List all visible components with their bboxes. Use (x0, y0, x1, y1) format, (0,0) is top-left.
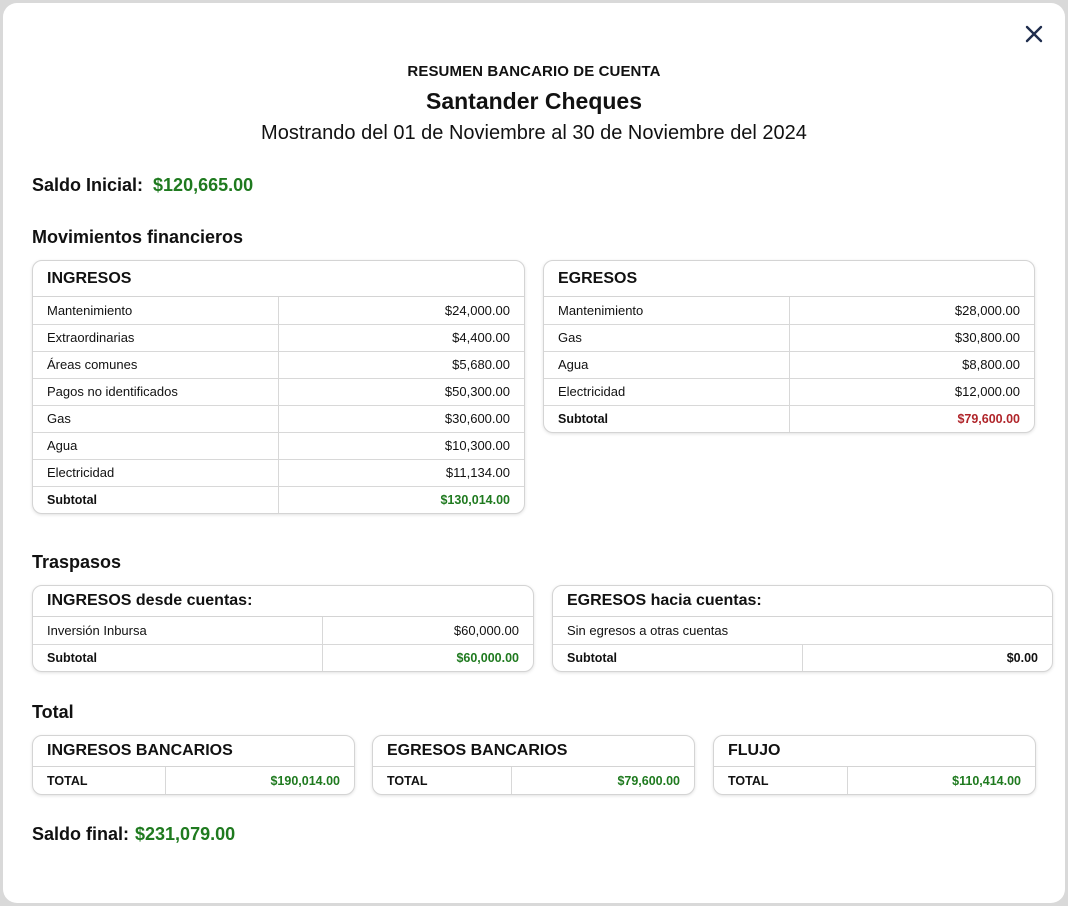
total-card-table (33, 767, 354, 794)
table-row (544, 297, 1034, 324)
account-summary-modal (3, 3, 1065, 903)
row-value: $4,400.00 (279, 324, 525, 351)
row-value: $60,000.00 (322, 617, 533, 644)
subtotal-label: Subtotal (33, 486, 279, 513)
subtotal-value: $0.00 (1006, 650, 1038, 665)
total-card-title: INGRESOS BANCARIOS (33, 736, 354, 767)
period-text: Mostrando del 01 de Noviembre al 30 de Noviembre del 2024 (261, 122, 807, 144)
row-label: Mantenimiento (33, 297, 279, 324)
total-value: $79,600.00 (617, 773, 680, 788)
table-row (33, 324, 524, 351)
table-row (33, 378, 524, 405)
saldo-inicial-label: Saldo Inicial: (32, 175, 144, 195)
row-label: Agua (33, 432, 279, 459)
table-row (553, 617, 1052, 644)
row-label: Mantenimiento (544, 297, 789, 324)
row-label: Áreas comunes (33, 351, 279, 378)
subtotal-value: $79,600.00 (957, 411, 1020, 426)
row-value: $11,134.00 (279, 459, 525, 486)
total-label: TOTAL (373, 767, 511, 794)
total-row (33, 767, 354, 794)
table-row (544, 324, 1034, 351)
table-row (33, 432, 524, 459)
row-value: $30,600.00 (279, 405, 525, 432)
total-card-egresos (372, 735, 695, 795)
total-label: TOTAL (714, 767, 847, 794)
subtotal-value: $60,000.00 (456, 650, 519, 665)
subtotal-row (544, 405, 1034, 432)
total-value: $110,414.00 (952, 773, 1021, 788)
row-label: Agua (544, 351, 789, 378)
table-row (33, 297, 524, 324)
row-label: Pagos no identificados (33, 378, 279, 405)
total-card-flujo (713, 735, 1036, 795)
saldo-inicial-amount: $120,665.00 (153, 175, 254, 195)
egresos-card (543, 260, 1035, 433)
subtotal-label: Subtotal (553, 644, 803, 671)
subtotal-label: Subtotal (544, 405, 789, 432)
subtotal-label: Subtotal (33, 644, 322, 671)
close-icon (1025, 25, 1043, 43)
row-label: Gas (544, 324, 789, 351)
traspasos-egresos-table (553, 617, 1052, 671)
subtotal-value: $130,014.00 (440, 492, 510, 507)
traspasos-ingresos-table (33, 617, 533, 671)
row-value: $30,800.00 (789, 324, 1034, 351)
subtotal-row (33, 486, 524, 513)
total-card-table (714, 767, 1035, 794)
total-card-ingresos (32, 735, 355, 795)
saldo-final-label: Saldo final: (32, 824, 130, 844)
subtotal-row (553, 644, 1052, 671)
total-row (373, 767, 694, 794)
saldo-inicial (32, 175, 253, 196)
traspasos-egresos-card (552, 585, 1053, 672)
row-value: $12,000.00 (789, 378, 1034, 405)
traspasos-egresos-title: EGRESOS hacia cuentas: (553, 586, 1052, 617)
total-card-table (373, 767, 694, 794)
traspasos-ingresos-card (32, 585, 534, 672)
egresos-card-title: EGRESOS (544, 261, 1034, 297)
total-value: $190,014.00 (270, 773, 340, 788)
table-row (544, 378, 1034, 405)
close-button[interactable] (1021, 21, 1047, 47)
account-name: Santander Cheques (426, 88, 642, 114)
subtotal-row (33, 644, 533, 671)
row-label: Gas (33, 405, 279, 432)
traspasos-title: Traspasos (32, 552, 122, 572)
row-text: Sin egresos a otras cuentas (553, 617, 1052, 644)
report-title: RESUMEN BANCARIO DE CUENTA (407, 63, 661, 80)
table-row (544, 351, 1034, 378)
traspasos-ingresos-title: INGRESOS desde cuentas: (33, 586, 533, 617)
table-row (33, 459, 524, 486)
row-label: Electricidad (544, 378, 789, 405)
total-card-title: EGRESOS BANCARIOS (373, 736, 694, 767)
movimientos-title: Movimientos financieros (32, 227, 244, 247)
table-row (33, 405, 524, 432)
saldo-final-amount: $231,079.00 (135, 824, 236, 844)
table-row (33, 351, 524, 378)
row-label: Extraordinarias (33, 324, 279, 351)
saldo-final (32, 824, 235, 845)
row-value: $50,300.00 (279, 378, 525, 405)
table-row (33, 617, 533, 644)
ingresos-card (32, 260, 525, 514)
total-label: TOTAL (33, 767, 166, 794)
ingresos-card-title: INGRESOS (33, 261, 524, 297)
total-title: Total (32, 702, 74, 722)
row-value: $10,300.00 (279, 432, 525, 459)
egresos-table (544, 297, 1034, 432)
total-card-title: FLUJO (714, 736, 1035, 767)
row-value: $5,680.00 (279, 351, 525, 378)
row-value: $8,800.00 (789, 351, 1034, 378)
row-value: $28,000.00 (789, 297, 1034, 324)
ingresos-table (33, 297, 524, 513)
total-row (714, 767, 1035, 794)
row-label: Electricidad (33, 459, 279, 486)
row-label: Inversión Inbursa (33, 617, 322, 644)
row-value: $24,000.00 (279, 297, 525, 324)
